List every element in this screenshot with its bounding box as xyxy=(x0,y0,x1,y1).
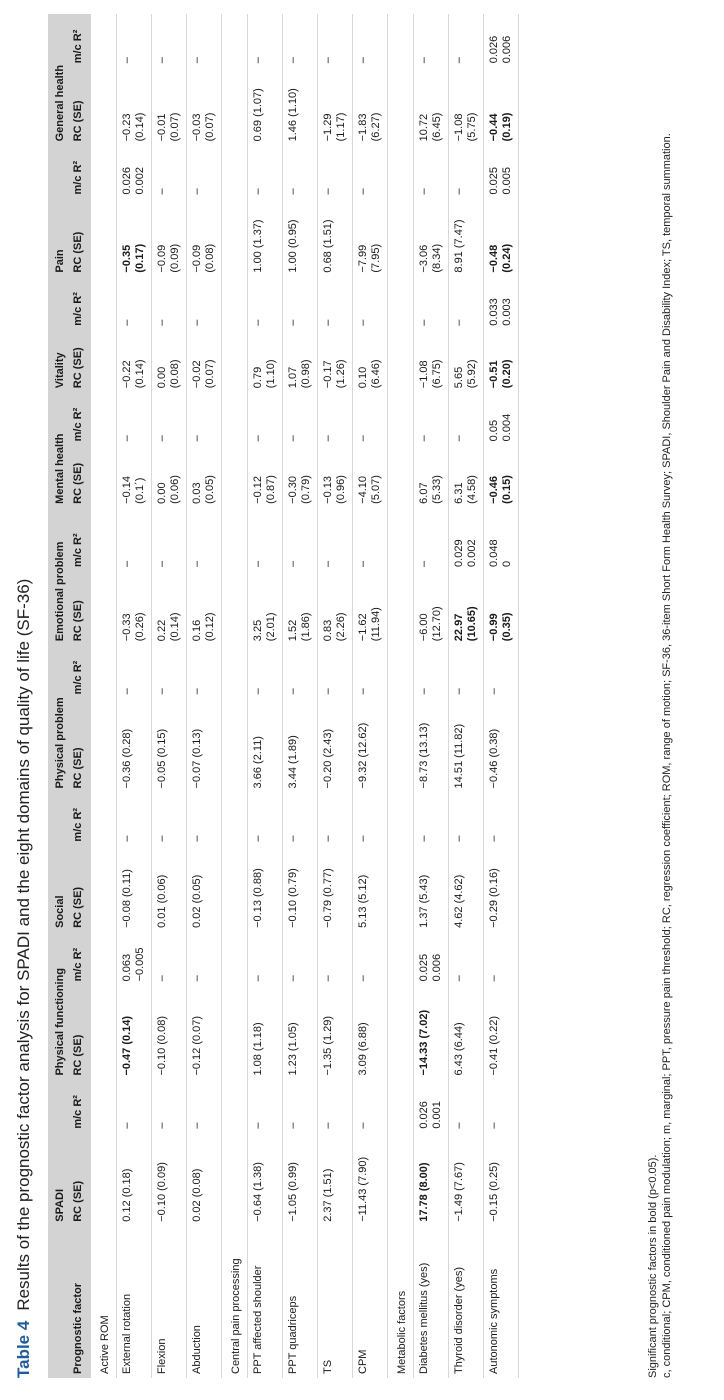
table-row xyxy=(283,14,318,1378)
rc-se-cell: −11.43 (7.90) xyxy=(353,1133,388,1226)
rc-se-cell: −1.35 (1.29) xyxy=(318,985,353,1079)
mc-r2-cell: 0.048 0 xyxy=(484,508,519,571)
rc-se-cell: 3.44 (1.89) xyxy=(283,698,318,792)
rc-se-cell: −0.12 (0.07) xyxy=(187,985,222,1079)
mc-r2-cell: 0.026 0.002 xyxy=(117,145,152,198)
mc-r2-cell: – xyxy=(117,792,152,845)
mc-r2-cell: – xyxy=(187,508,222,571)
section-row xyxy=(388,14,414,1378)
rc-se-cell: 5.65 (5.92) xyxy=(449,330,484,392)
mc-r2-cell: – xyxy=(318,14,353,67)
rc-se-cell: 1.08 (1.18) xyxy=(248,985,283,1079)
rc-se-cell: −0.07 (0.13) xyxy=(187,698,222,792)
mc-r2-cell: – xyxy=(283,277,318,330)
mc-r2-cell: – xyxy=(152,1080,187,1133)
factor-cell: Diabetes mellitus (yes) xyxy=(414,1226,449,1378)
mc-r2-cell: – xyxy=(414,645,449,698)
rc-se-cell: 3.25 (2.01) xyxy=(248,571,283,645)
rc-se-cell: 0.02 (0.08) xyxy=(187,1133,222,1226)
mc-r2-cell: – xyxy=(187,14,222,67)
mc-r2-cell: – xyxy=(117,1080,152,1133)
mc-r2-cell: – xyxy=(484,1080,519,1133)
rc-se-cell: 6.31 (4.58) xyxy=(449,445,484,507)
rc-se-header: RC (SE) xyxy=(69,67,91,145)
mc-r2-cell: – xyxy=(353,932,388,986)
rc-se-cell: 1.46 (1.10) xyxy=(283,67,318,145)
rc-se-cell: −0.13 (0.96) xyxy=(318,445,353,507)
rc-se-cell: 1.23 (1.05) xyxy=(283,985,318,1079)
mc-r2-cell: – xyxy=(449,1080,484,1133)
mc-r2-cell: – xyxy=(187,392,222,445)
rc-se-cell: −0.79 (0.77) xyxy=(318,846,353,932)
mc-r2-cell: – xyxy=(248,145,283,198)
footnote-line: Significant prognostic factors in bold (p<0.05). xyxy=(647,1154,659,1378)
mc-r2-cell: – xyxy=(318,392,353,445)
rc-se-cell: −0.17 (1.26) xyxy=(318,330,353,392)
mc-r2-cell: – xyxy=(484,932,519,986)
rc-se-cell: −0.14 (0.1´) xyxy=(117,445,152,507)
section-title: Metabolic factors xyxy=(388,14,414,1378)
rc-se-cell: −0.02 (0.07) xyxy=(187,330,222,392)
column-group-header: SPADI xyxy=(48,1080,69,1226)
rc-se-cell: −0.36 (0.28) xyxy=(117,698,152,792)
mc-r2-cell: – xyxy=(152,645,187,698)
table-row xyxy=(248,14,283,1378)
rc-se-cell: −0.46 (0.38) xyxy=(484,698,519,792)
mc-r2-cell: – xyxy=(318,508,353,571)
rc-se-cell: 1.00 (1.37) xyxy=(248,199,283,277)
mc-r2-cell: 0.063 −0.005 xyxy=(117,932,152,986)
rc-se-cell: −0.12 (0.87) xyxy=(248,445,283,507)
mc-r2-cell: – xyxy=(318,277,353,330)
rc-se-cell: −1.83 (6.27) xyxy=(353,67,388,145)
mc-r2-cell: – xyxy=(152,14,187,67)
rc-se-cell: 5.13 (5.12) xyxy=(353,846,388,932)
mc-r2-cell: – xyxy=(248,508,283,571)
results-table xyxy=(48,14,519,1378)
table-row xyxy=(152,14,187,1378)
table-row xyxy=(353,14,388,1378)
rc-se-cell: −0.15 (0.25) xyxy=(484,1133,519,1226)
rc-se-cell: −1.62 (11.94) xyxy=(353,571,388,645)
rc-se-cell: −1.49 (7.67) xyxy=(449,1133,484,1226)
rc-se-cell: 6.07 (5.33) xyxy=(414,445,449,507)
rc-se-cell: −3.06 (8.34) xyxy=(414,199,449,277)
rc-se-cell: 22.97 (10.65) xyxy=(449,571,484,645)
table-row xyxy=(318,14,353,1378)
factor-cell: Thyroid disorder (yes) xyxy=(449,1226,484,1378)
rc-se-cell: 1.52 (1.86) xyxy=(283,571,318,645)
prognostic-factor-header-spacer xyxy=(48,1226,69,1378)
rc-se-cell: −0.64 (1.38) xyxy=(248,1133,283,1226)
mc-r2-cell: – xyxy=(484,792,519,845)
mc-r2-cell: – xyxy=(283,508,318,571)
mc-r2-cell: – xyxy=(152,392,187,445)
rc-se-cell: 0.10 (6.46) xyxy=(353,330,388,392)
rc-se-cell: −6.00 (12.70) xyxy=(414,571,449,645)
mc-r2-cell: – xyxy=(414,392,449,445)
mc-r2-cell: – xyxy=(318,645,353,698)
header-sub-row xyxy=(69,14,91,1378)
mc-r2-cell: – xyxy=(449,145,484,198)
mc-r2-header: m/c R² xyxy=(69,508,91,571)
mc-r2-cell: – xyxy=(353,14,388,67)
rc-se-cell: 1.00 (0.95) xyxy=(283,199,318,277)
rc-se-cell: −0.10 (0.08) xyxy=(152,985,187,1079)
mc-r2-cell: – xyxy=(414,277,449,330)
mc-r2-cell: – xyxy=(283,14,318,67)
rc-se-cell: 0.83 (2.26) xyxy=(318,571,353,645)
factor-cell: PPT quadriceps xyxy=(283,1226,318,1378)
rc-se-cell: −1.05 (0.99) xyxy=(283,1133,318,1226)
mc-r2-header: m/c R² xyxy=(69,645,91,698)
mc-r2-cell: – xyxy=(187,932,222,986)
mc-r2-cell: – xyxy=(248,932,283,986)
rc-se-cell: 4.62 (4.62) xyxy=(449,846,484,932)
rc-se-cell: 0.12 (0.18) xyxy=(117,1133,152,1226)
rc-se-cell: 0.02 (0.05) xyxy=(187,846,222,932)
table-row xyxy=(414,14,449,1378)
column-group-header: Physical problem xyxy=(48,645,69,792)
mc-r2-cell: – xyxy=(283,1080,318,1133)
rc-se-cell: −7.99 (7.95) xyxy=(353,199,388,277)
rc-se-header: RC (SE) xyxy=(69,571,91,645)
factor-cell: TS xyxy=(318,1226,353,1378)
mc-r2-header: m/c R² xyxy=(69,392,91,445)
rc-se-header: RC (SE) xyxy=(69,698,91,792)
mc-r2-cell: 0.025 0.005 xyxy=(484,145,519,198)
rc-se-cell: −1.29 (1.17) xyxy=(318,67,353,145)
mc-r2-cell: – xyxy=(414,792,449,845)
column-group-header: Mental health xyxy=(48,392,69,508)
mc-r2-cell: – xyxy=(353,508,388,571)
rc-se-cell: −0.41 (0.22) xyxy=(484,985,519,1079)
rc-se-cell: −1.08 (5.75) xyxy=(449,67,484,145)
mc-r2-cell: – xyxy=(187,1080,222,1133)
table-row xyxy=(449,14,484,1378)
rc-se-cell: −0.13 (0.88) xyxy=(248,846,283,932)
mc-r2-cell: 0.033 0.003 xyxy=(484,277,519,330)
rc-se-cell: 0.16 (0.12) xyxy=(187,571,222,645)
mc-r2-cell: – xyxy=(318,145,353,198)
rc-se-cell: −14.33 (7.02) xyxy=(414,985,449,1079)
mc-r2-cell: – xyxy=(283,792,318,845)
rc-se-cell: −0.23 (0.14) xyxy=(117,67,152,145)
mc-r2-cell: 0.026 0.006 xyxy=(484,14,519,67)
rc-se-cell: 0.03 (0.05) xyxy=(187,445,222,507)
column-group-header: Emotional problem xyxy=(48,508,69,645)
rc-se-header: RC (SE) xyxy=(69,199,91,277)
rc-se-cell: 17.78 (8.00) xyxy=(414,1133,449,1226)
rc-se-cell: 0.79 (1.10) xyxy=(248,330,283,392)
mc-r2-cell: – xyxy=(248,1080,283,1133)
section-row xyxy=(222,14,248,1378)
rc-se-cell: 3.09 (6.88) xyxy=(353,985,388,1079)
prognostic-factor-header: Prognostic factor xyxy=(69,1226,91,1378)
mc-r2-header: m/c R² xyxy=(69,277,91,330)
rc-se-cell: −0.22 (0.14) xyxy=(117,330,152,392)
rc-se-cell: 6.43 (6.44) xyxy=(449,985,484,1079)
mc-r2-cell: – xyxy=(449,932,484,986)
mc-r2-cell: – xyxy=(353,277,388,330)
rc-se-cell: −9.32 (12.62) xyxy=(353,698,388,792)
mc-r2-cell: – xyxy=(283,392,318,445)
footnote-line: c, conditional; CPM, conditioned pain modulation; m, marginal; PPT, pressure pain threshold; RC, regression coefficient; ROM, range of motion; SF-36, 36-item Short Form Health Survey; SPADI, Shoulder Pain and Disability Index; TS, temporal summation. xyxy=(661,133,673,1378)
rc-se-cell: −0.35 (0.17) xyxy=(117,199,152,277)
column-group-header: Physical functioning xyxy=(48,932,69,1080)
mc-r2-cell: – xyxy=(449,277,484,330)
table-body xyxy=(91,14,519,1378)
mc-r2-cell: – xyxy=(353,792,388,845)
rc-se-cell: 8.91 (7.47) xyxy=(449,199,484,277)
mc-r2-cell: – xyxy=(414,508,449,571)
factor-cell: External rotation xyxy=(117,1226,152,1378)
table-title: Results of the prognostic factor analysis for SPADI and the eight domains of quality of life (SF-36) xyxy=(14,578,33,1311)
table-row xyxy=(484,14,519,1378)
column-group-header: Social xyxy=(48,792,69,931)
mc-r2-cell: – xyxy=(318,932,353,986)
mc-r2-cell: – xyxy=(117,277,152,330)
mc-r2-cell: – xyxy=(248,792,283,845)
rc-se-header: RC (SE) xyxy=(69,330,91,392)
mc-r2-cell: – xyxy=(248,645,283,698)
mc-r2-cell: – xyxy=(283,932,318,986)
mc-r2-cell: – xyxy=(353,645,388,698)
rc-se-cell: −0.01 (0.07) xyxy=(152,67,187,145)
table-label: Table 4 xyxy=(14,1320,33,1378)
rc-se-cell: −0.51 (0.20) xyxy=(484,330,519,392)
factor-cell: CPM xyxy=(353,1226,388,1378)
rc-se-cell: 0.01 (0.06) xyxy=(152,846,187,932)
mc-r2-cell: – xyxy=(187,277,222,330)
mc-r2-cell: – xyxy=(449,392,484,445)
mc-r2-cell: – xyxy=(353,392,388,445)
mc-r2-cell: – xyxy=(353,145,388,198)
rc-se-header: RC (SE) xyxy=(69,985,91,1079)
mc-r2-cell: – xyxy=(187,645,222,698)
rc-se-cell: −0.05 (0.15) xyxy=(152,698,187,792)
rc-se-cell: 0.00 (0.06) xyxy=(152,445,187,507)
rc-se-cell: −0.29 (0.16) xyxy=(484,846,519,932)
rc-se-cell: −0.48 (0.24) xyxy=(484,199,519,277)
mc-r2-cell: – xyxy=(248,392,283,445)
mc-r2-cell: – xyxy=(414,14,449,67)
rc-se-cell: 2.37 (1.51) xyxy=(318,1133,353,1226)
rc-se-cell: −4.10 (5.07) xyxy=(353,445,388,507)
table-row xyxy=(187,14,222,1378)
mc-r2-cell: – xyxy=(449,645,484,698)
rc-se-cell: −0.09 (0.08) xyxy=(187,199,222,277)
rc-se-header: RC (SE) xyxy=(69,1133,91,1226)
mc-r2-cell: – xyxy=(152,792,187,845)
table-footnotes xyxy=(646,18,674,1378)
rc-se-header: RC (SE) xyxy=(69,846,91,932)
rc-se-cell: 0.68 (1.51) xyxy=(318,199,353,277)
rc-se-cell: −0.20 (2.43) xyxy=(318,698,353,792)
mc-r2-cell: – xyxy=(318,1080,353,1133)
mc-r2-cell: – xyxy=(187,792,222,845)
rc-se-cell: −1.08 (6.75) xyxy=(414,330,449,392)
rc-se-cell: −0.10 (0.09) xyxy=(152,1133,187,1226)
section-title: Central pain processing xyxy=(222,14,248,1378)
rc-se-cell: −8.73 (13.13) xyxy=(414,698,449,792)
mc-r2-cell: – xyxy=(117,645,152,698)
factor-cell: Abduction xyxy=(187,1226,222,1378)
rc-se-cell: 1.07 (0.98) xyxy=(283,330,318,392)
mc-r2-cell: 0.026 0.001 xyxy=(414,1080,449,1133)
rc-se-cell: 14.51 (11.82) xyxy=(449,698,484,792)
mc-r2-cell: – xyxy=(449,14,484,67)
rc-se-cell: −0.46 (0.15) xyxy=(484,445,519,507)
mc-r2-cell: 0.025 0.006 xyxy=(414,932,449,986)
rc-se-cell: −0.10 (0.79) xyxy=(283,846,318,932)
mc-r2-cell: – xyxy=(353,1080,388,1133)
rc-se-cell: −0.33 (0.26) xyxy=(117,571,152,645)
rc-se-cell: 10.72 (6.45) xyxy=(414,67,449,145)
mc-r2-header: m/c R² xyxy=(69,1080,91,1133)
factor-cell: Flexion xyxy=(152,1226,187,1378)
factor-cell: PPT affected shoulder xyxy=(248,1226,283,1378)
rc-se-cell: −0.99 (0.35) xyxy=(484,571,519,645)
mc-r2-cell: – xyxy=(152,932,187,986)
mc-r2-header: m/c R² xyxy=(69,932,91,986)
mc-r2-cell: – xyxy=(187,145,222,198)
rc-se-cell: −0.09 (0.09) xyxy=(152,199,187,277)
table-caption xyxy=(14,18,44,1378)
rc-se-cell: 1.37 (5.43) xyxy=(414,846,449,932)
section-row xyxy=(91,14,117,1378)
mc-r2-cell: – xyxy=(117,14,152,67)
mc-r2-cell: 0.029 0.002 xyxy=(449,508,484,571)
mc-r2-header: m/c R² xyxy=(69,14,91,67)
mc-r2-cell: – xyxy=(449,792,484,845)
factor-cell: Autonomic symptoms xyxy=(484,1226,519,1378)
mc-r2-cell: – xyxy=(283,645,318,698)
rc-se-cell: 3.66 (2.11) xyxy=(248,698,283,792)
rc-se-cell: −0.30 (0.79) xyxy=(283,445,318,507)
rc-se-cell: −0.08 (0.11) xyxy=(117,846,152,932)
column-group-header: General health xyxy=(48,14,69,145)
header-group-row xyxy=(48,14,69,1378)
column-group-header: Pain xyxy=(48,145,69,276)
rc-se-cell: −0.03 (0.07) xyxy=(187,67,222,145)
mc-r2-cell: – xyxy=(117,508,152,571)
mc-r2-header: m/c R² xyxy=(69,792,91,845)
mc-r2-cell: – xyxy=(117,392,152,445)
mc-r2-cell: – xyxy=(248,277,283,330)
mc-r2-cell: 0.05 0.004 xyxy=(484,392,519,445)
mc-r2-cell: – xyxy=(318,792,353,845)
section-title: Active ROM xyxy=(91,14,117,1378)
mc-r2-cell: – xyxy=(283,145,318,198)
mc-r2-cell: – xyxy=(152,508,187,571)
rc-se-cell: −0.47 (0.14) xyxy=(117,985,152,1079)
mc-r2-cell: – xyxy=(152,145,187,198)
mc-r2-cell: – xyxy=(152,277,187,330)
mc-r2-header: m/c R² xyxy=(69,145,91,198)
column-group-header: Vitality xyxy=(48,277,69,393)
rc-se-cell: 0.00 (0.08) xyxy=(152,330,187,392)
rc-se-header: RC (SE) xyxy=(69,445,91,507)
rc-se-cell: 0.69 (1.07) xyxy=(248,67,283,145)
mc-r2-cell: – xyxy=(248,14,283,67)
mc-r2-cell: – xyxy=(484,645,519,698)
table-row xyxy=(117,14,152,1378)
rc-se-cell: 0.22 (0.14) xyxy=(152,571,187,645)
rc-se-cell: −0.44 (0.19) xyxy=(484,67,519,145)
mc-r2-cell: – xyxy=(414,145,449,198)
